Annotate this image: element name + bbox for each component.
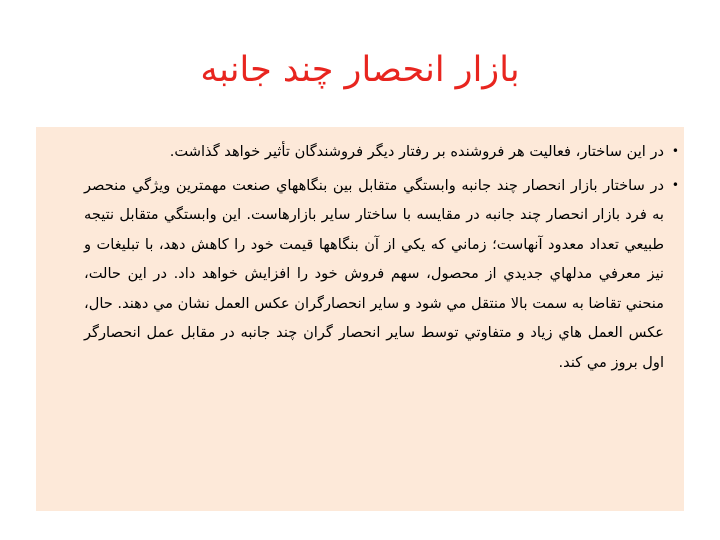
bullet-text-1: در اين ساختار، فعاليت هر فروشنده بر رفتار ديگر فروشندگان تأثير خواهد گذاشت. <box>169 143 664 160</box>
bullet-item-2 <box>84 171 679 378</box>
content-box <box>36 127 684 511</box>
bullet-list <box>36 127 684 377</box>
bullet-marker-icon: • <box>671 144 679 158</box>
bullet-item-1 <box>84 137 679 167</box>
bullet-text-2: در ساختار بازار انحصار چند جانبه وابستگي متقابل بين بنگاههاي صنعت مهمترين ويژگي منحصر به فرد بازار انحصار چند جانبه در مقايسه با ساختار ساير بازارهاست. اين وابستگي متقابل نتيجه طبيعي تعداد معدود آنهاست؛ زماني كه يكي از آن بنگاهها قيمت خود را كاهش دهد، با تبليغات و نيز معرفي مدلهاي جديدي از محصول، سهم فروش خود را افزايش خواهد داد. در اين حالت، منحني تقاضا به سمت بالا منتقل مي شود و ساير انحصارگران عكس العمل نشان مي دهند. حال، عكس العمل هاي زياد و متفاوتي توسط ساير انحصار گران چند جانبه در مقابل عمل انحصارگر اول بروز مي كند. <box>84 176 664 371</box>
slide-title: بازار انحصار چند جانبه <box>200 50 520 90</box>
bullet-marker-icon: • <box>671 177 679 192</box>
